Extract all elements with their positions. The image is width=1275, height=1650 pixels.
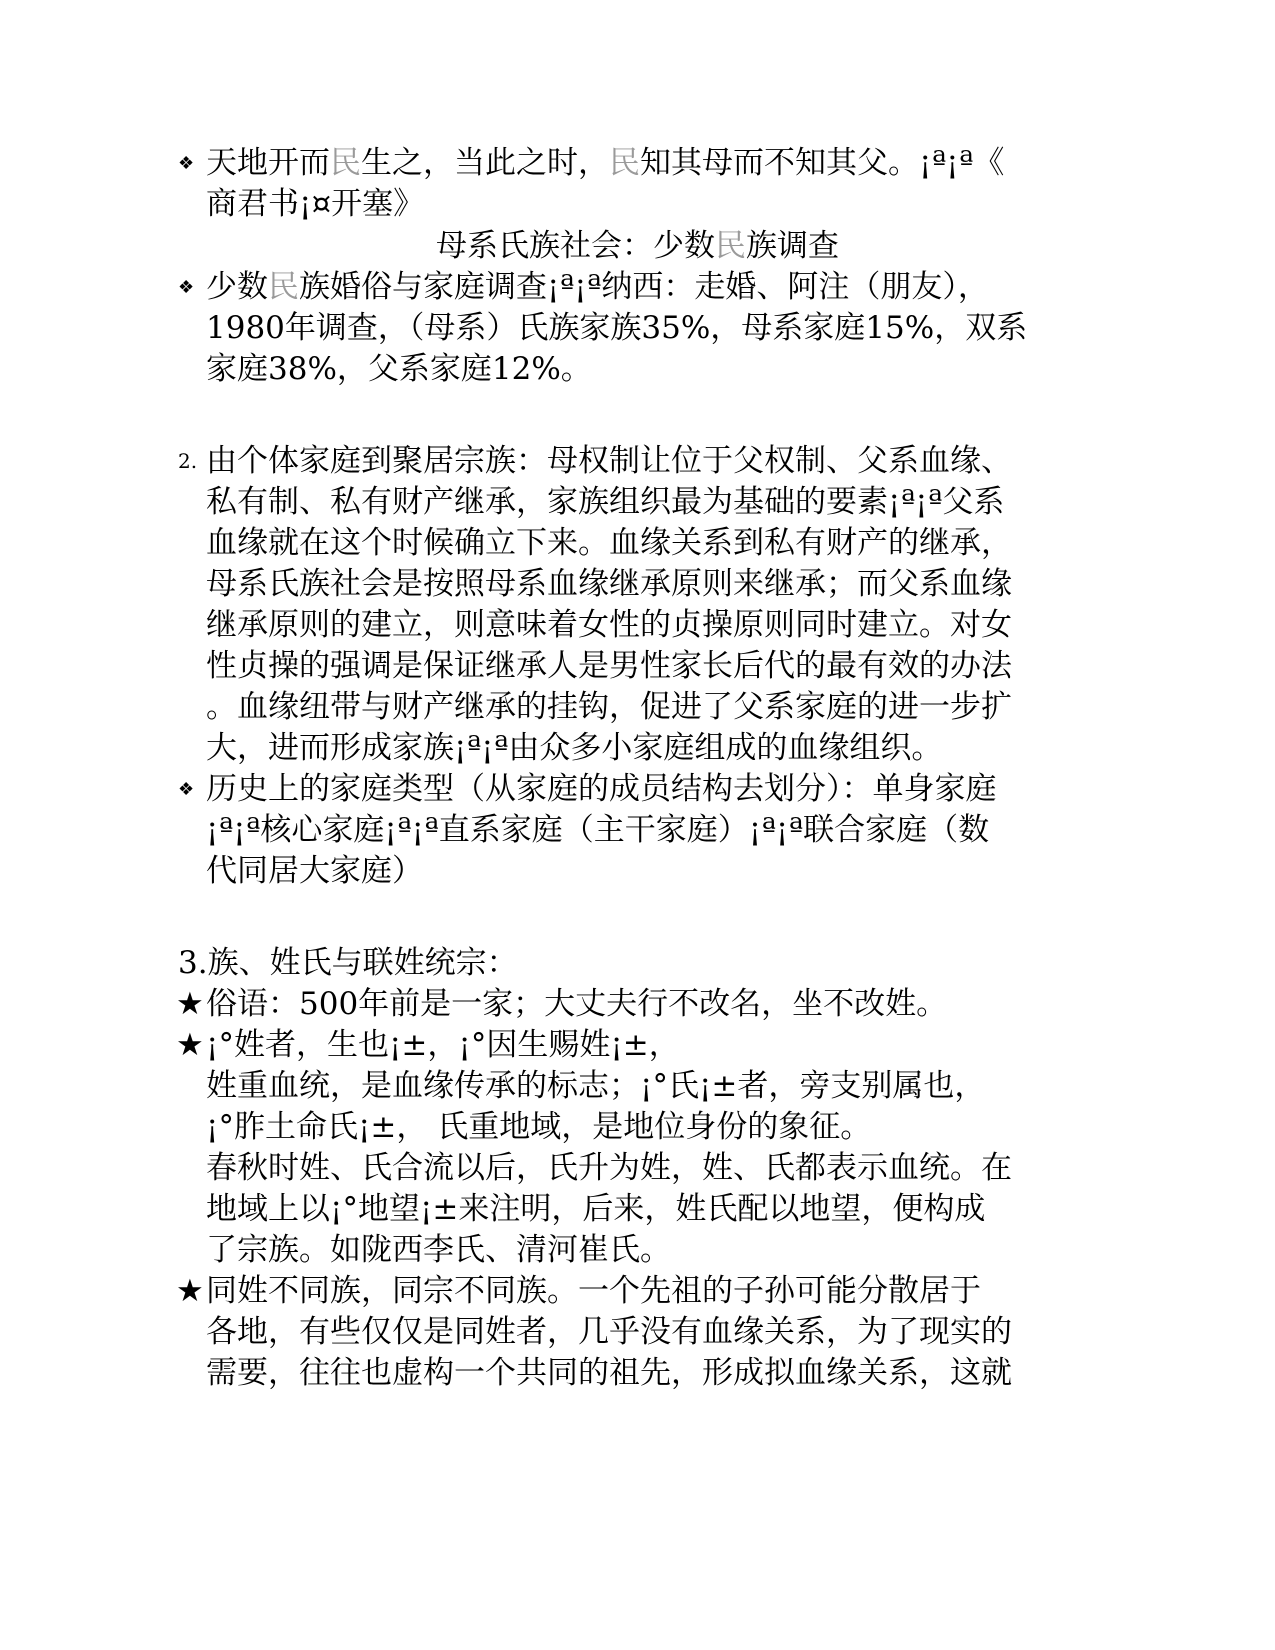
star-icon: ★ xyxy=(176,1027,204,1063)
section-heading: 3.族、姓氏与联姓统宗： xyxy=(178,945,518,981)
survey-block xyxy=(178,267,1038,390)
star-item xyxy=(178,1271,1038,1394)
section-subtitle: 母系氏族社会：少数民族调查 xyxy=(436,228,839,264)
text-line: 母系氏族社会是按照母系血缘继承原则来继承；而父系血缘 xyxy=(206,566,1012,602)
text-line: 商君书¡¤开塞》 xyxy=(206,186,425,222)
bullet-item xyxy=(178,267,1038,390)
text-line: 地域上以¡°地望¡±来注明，后来，姓氏配以地望，便构成 xyxy=(206,1191,986,1227)
diamond-bullet-icon: ❖ xyxy=(178,779,195,800)
diamond-bullet-icon: ❖ xyxy=(178,153,195,174)
text-line: 血缘就在这个时候确立下来。血缘关系到私有财产的继承， xyxy=(206,525,1012,561)
text-line: 大，进而形成家族¡ª¡ª由众多小家庭组成的血缘组织。 xyxy=(206,730,943,766)
text-line: 了宗族。如陇西李氏、清河崔氏。 xyxy=(206,1232,671,1268)
diamond-bullet-icon: ❖ xyxy=(178,277,195,298)
text-line: 各地，有些仅仅是同姓者，几乎没有血缘关系，为了现实的 xyxy=(206,1314,1012,1350)
text-line: 继承原则的建立，则意味着女性的贞操原则同时建立。对女 xyxy=(206,607,1012,643)
text-line: 家庭38%，父系家庭12%。 xyxy=(206,351,592,387)
text-line: 姓重血统，是血缘传承的标志；¡°氏¡±者，旁支别属也， xyxy=(206,1068,986,1104)
numbered-item xyxy=(178,441,1038,769)
text-line: 春秋时姓、氏合流以后，氏升为姓，姓、氏都表示血统。在 xyxy=(206,1150,1012,1186)
text-line: 由个体家庭到聚居宗族：母权制让位于父权制、父系血缘、 xyxy=(206,443,1012,479)
text-line: 代同居大家庭） xyxy=(206,853,423,889)
bullet-item xyxy=(178,769,1038,892)
text-line: 俗语：500年前是一家；大丈夫行不改名，坐不改姓。 xyxy=(206,986,948,1022)
text-line: 1980年调查，（母系）氏族家族35%，母系家庭15%，双系 xyxy=(206,310,1028,346)
family-to-clan-block xyxy=(178,441,1038,892)
text-line: 私有制、私有财产继承，家族组织最为基础的要素¡ª¡ª父系 xyxy=(206,484,1005,520)
surname-block xyxy=(178,943,1038,1394)
star-icon: ★ xyxy=(176,986,204,1022)
text-line: ¡°胙土命氏¡±， 氏重地域，是地位身份的象征。 xyxy=(206,1109,872,1145)
text-line: ¡ª¡ª核心家庭¡ª¡ª直系家庭（主干家庭）¡ª¡ª联合家庭（数 xyxy=(206,812,990,848)
quote-block xyxy=(178,143,1038,225)
star-item xyxy=(178,984,1038,1025)
text-line: 需要，往往也虚构一个共同的祖先，形成拟血缘关系，这就 xyxy=(206,1355,1012,1391)
text-line: 。血缘纽带与财产继承的挂钩，促进了父系家庭的进一步扩 xyxy=(206,689,1012,725)
text-line: 少数民族婚俗与家庭调查¡ª¡ª纳西：走婚、阿注（朋友）， xyxy=(206,269,989,305)
star-icon: ★ xyxy=(176,1273,204,1309)
text-line: 同姓不同族，同宗不同族。一个先祖的子孙可能分散居于 xyxy=(206,1273,981,1309)
text-line: 历史上的家庭类型（从家庭的成员结构去划分）：单身家庭 xyxy=(206,771,997,807)
star-item xyxy=(178,1025,1038,1271)
text-line: 性贞操的强调是保证继承人是男性家长后代的最有效的办法 xyxy=(206,648,1012,684)
bullet-item xyxy=(178,143,1038,225)
item-number: 2. xyxy=(178,449,198,473)
text-line: ¡°姓者，生也¡±，¡°因生赐姓¡±， xyxy=(206,1027,680,1063)
text-line: 天地开而民生之，当此之时，民知其母而不知其父。¡ª¡ª《 xyxy=(206,145,1005,181)
